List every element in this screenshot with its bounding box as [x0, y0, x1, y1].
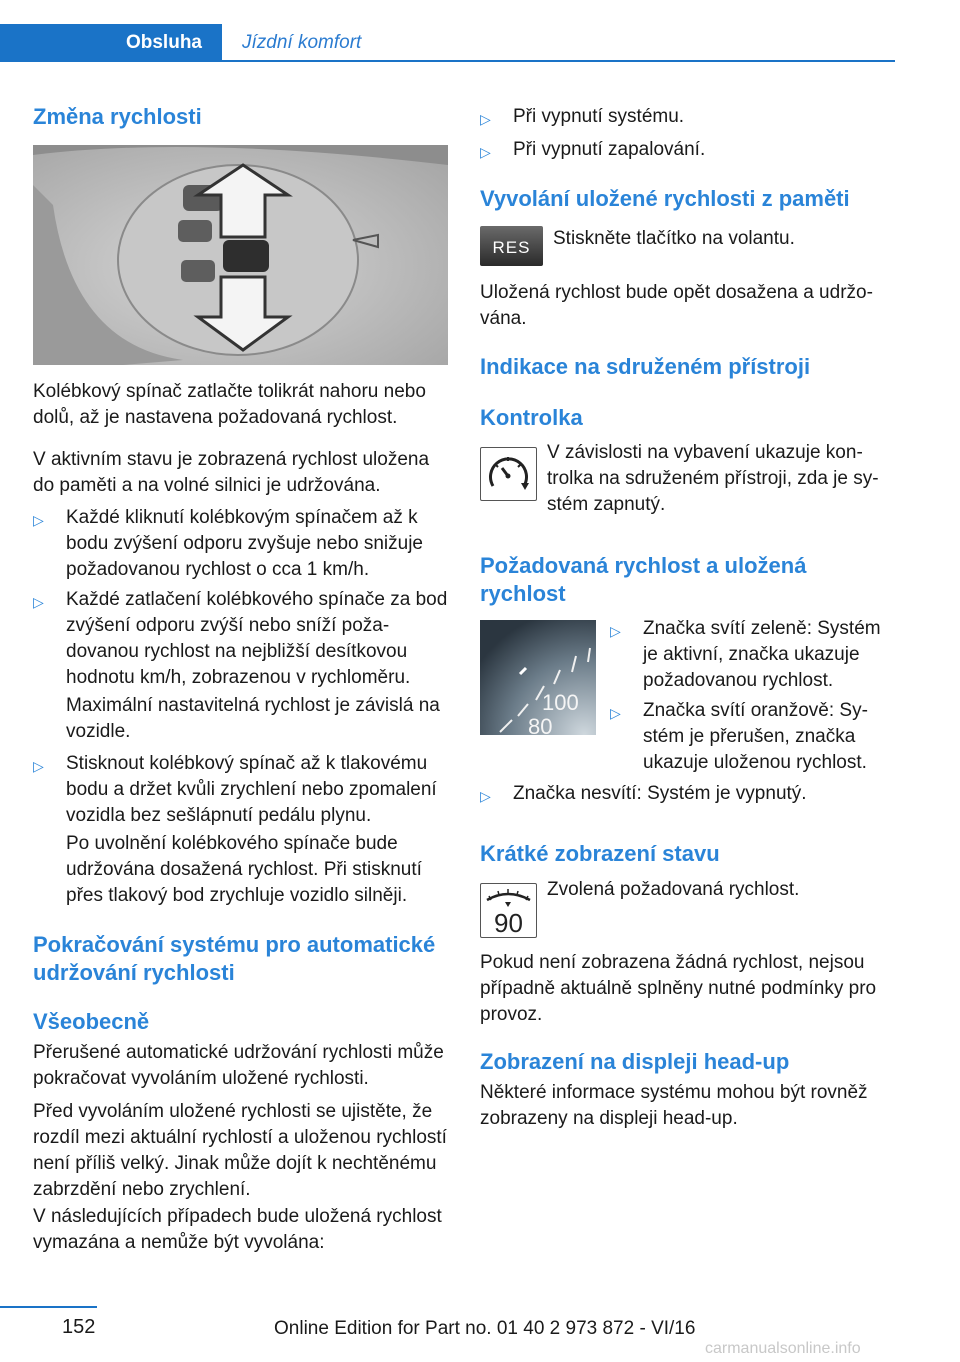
- heading-pokracovani: Pokračování systému pro automatické udržování rychlosti: [33, 932, 436, 985]
- list-item-text: Každé kliknutí kolébkovým spínačem až k bodu zvýšení odporu zvyšuje nebo snižuje požadovanou rychlost o cca 1 km/h.: [66, 507, 424, 580]
- heading-kontrolka: Kontrolka: [480, 405, 583, 430]
- heading-zmena-rychlosti: Změna rychlosti: [33, 104, 202, 129]
- cruise-indicator-icon: [480, 447, 537, 501]
- triangle-bullet-icon: ▷: [610, 705, 621, 721]
- watermark: carmanualsonline.info: [705, 1340, 861, 1357]
- triangle-bullet-icon: ▷: [480, 788, 491, 804]
- paragraph-kontrolka: V závislosti na vybavení ukazuje kontrolka na sdruženém přístroji, zda je systém zapnutý.: [547, 442, 879, 515]
- list-item: [33, 751, 448, 831]
- tab-jizdni-komfort[interactable]: Jízdní komfort: [242, 32, 362, 53]
- list-item: [33, 505, 448, 585]
- speedometer-image: [480, 620, 596, 735]
- list-item-text: Značka svítí oranžově: Systém je přerušen, značka ukazuje uloženou rychlost.: [643, 700, 868, 773]
- list-item: [610, 698, 895, 778]
- paragraph-warning: Před vyvoláním uložené rychlosti se ujistěte, že rozdíl mezi aktuální rychlostí a uloženou rychlostí není příliš velký. Jinak může dojít k nechtěnému zabrzdění nebo zrychlení.: [33, 1101, 447, 1200]
- heading-indikace: Indikace na sdruženém přístroji: [480, 354, 811, 379]
- list-item-text: Při vypnutí systému.: [513, 106, 685, 127]
- triangle-bullet-icon: ▷: [33, 594, 44, 610]
- list-item-extra: Po uvolnění kolébkového spínače bude udržována dosažená rychlost. Při stisknutí přes tlakový bod zrychluje vozidlo silněji.: [66, 833, 422, 906]
- list-item-text: Při vypnutí zapalování.: [513, 139, 706, 160]
- steering-wheel-image: [33, 145, 448, 365]
- heading-head-up: Zobrazení na displeji head-up: [480, 1049, 790, 1074]
- header-rule: [0, 60, 895, 62]
- paragraph-head-up: Některé informace systému mohou být rovněž zobrazeny na displeji head-up.: [480, 1082, 868, 1129]
- display-90-label: 90: [494, 908, 523, 937]
- paragraph-rocker: Kolébkový spínač zatlačte tolikrát nahoru nebo dolů, až je nastavena požadovaná rychlost.: [33, 381, 426, 428]
- list-item-text: Značka nesvítí: Systém je vypnutý.: [513, 783, 807, 804]
- list-item: [480, 137, 895, 165]
- list-item-text: Značka svítí zeleně: Systém je aktivní, značka ukazuje požadovanou rychlost.: [643, 618, 881, 691]
- paragraph-press-button: Stiskněte tlačítko na volantu.: [553, 228, 795, 249]
- list-item-text: Stisknout kolébkový spínač až k tlakovému bodu a držet kvůli zrychlení nebo zpomalení vozidla bez sešlápnutí pedálu plynu.: [66, 753, 437, 826]
- paragraph-reached: Uložená rychlost bude opět dosažena a udržována.: [480, 282, 873, 329]
- page-number: 152: [62, 1316, 96, 1338]
- heading-kratke: Krátké zobrazení stavu: [480, 841, 720, 866]
- paragraph-active-state: V aktivním stavu je zobrazená rychlost uložena do paměti a na volné silnici je udržována.: [33, 449, 430, 496]
- triangle-bullet-icon: ▷: [480, 144, 491, 160]
- triangle-bullet-icon: ▷: [33, 758, 44, 774]
- list-item: [480, 781, 895, 809]
- speed-display-icon: [480, 883, 537, 938]
- tab-obsluha[interactable]: Obsluha: [0, 24, 222, 60]
- triangle-bullet-icon: ▷: [33, 512, 44, 528]
- heading-pozadovana: Požadovaná rychlost a uložená rychlost: [480, 553, 807, 606]
- list-item: [33, 587, 448, 697]
- speedometer-icon: [480, 620, 596, 735]
- heading-vseobecne: Všeobecně: [33, 1009, 150, 1034]
- list-item: [480, 104, 895, 132]
- triangle-bullet-icon: ▷: [480, 111, 491, 127]
- rocker-switch-icon: [33, 145, 448, 365]
- list-item-extra: Maximální nastavitelná rychlost je závislá na vozidle.: [66, 695, 440, 742]
- triangle-bullet-icon: ▷: [610, 623, 621, 639]
- header-tabs: [0, 24, 895, 62]
- paragraph-cases: V následujících případech bude uložená rychlost vymazána a nemůže být vyvolána:: [33, 1206, 442, 1253]
- list-item-text: Každé zatlačení kolébkového spínače za bod zvýšení odporu zvýší nebo sníží požadovanou rychlost na nejbližší desítkovou hodnotu km/h, zobrazenou v rychloměru.: [66, 589, 448, 688]
- res-label: RES: [492, 238, 531, 257]
- gauge-80-label: 80: [528, 714, 553, 735]
- heading-vyvolani: Vyvolání uložené rychlosti z paměti: [480, 186, 850, 211]
- gauge-100-label: 100: [542, 690, 579, 715]
- paragraph-resume: Přerušené automatické udržování rychlosti může pokračovat vyvoláním uložené rychlosti.: [33, 1042, 444, 1089]
- paragraph-selected-speed: Zvolená požadovaná rychlost.: [547, 879, 800, 900]
- paragraph-no-speed: Pokud není zobrazena žádná rychlost, nejsou případně aktuálně splněny nutné podmínky pro provoz.: [480, 952, 877, 1025]
- res-button-icon: [480, 226, 543, 266]
- edition-footer: Online Edition for Part no. 01 40 2 973 872 - VI/16: [274, 1318, 696, 1339]
- list-item: [610, 616, 895, 696]
- page-number-rule: [0, 1306, 97, 1308]
